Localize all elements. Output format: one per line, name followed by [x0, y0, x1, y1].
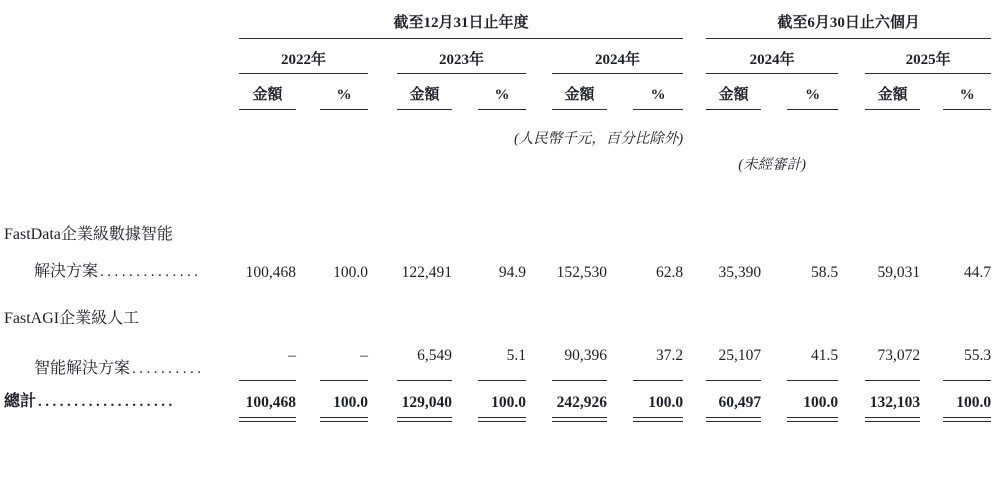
fastdata-row-label-line1: FastData企業級數據智能: [4, 226, 173, 244]
total-value: 100.0: [491, 393, 526, 411]
total-row-label: [4, 380, 239, 413]
year-header-2024-interim: 2024年: [706, 38, 838, 74]
fastdata-value: 152,530: [556, 263, 607, 281]
total-value: 100.0: [333, 393, 368, 411]
year-header-2025-interim: 2025年: [865, 38, 991, 74]
fastdata-value: 58.5: [810, 263, 839, 281]
fastagi-value: 25,107: [706, 330, 761, 381]
fastdata-value: 44.7: [963, 263, 992, 281]
double-rule: [478, 417, 526, 422]
fastagi-value: 5.1: [478, 330, 526, 381]
group-header-interim: 截至6月30日止六個月: [706, 0, 991, 38]
total-value: 60,497: [718, 393, 762, 411]
percent-column-header: %: [478, 74, 526, 110]
total-value: 100.0: [803, 393, 839, 411]
fastdata-value: 100,468: [245, 263, 296, 281]
table-row: [4, 283, 991, 330]
year-header-2024: 2024年: [552, 38, 683, 74]
amount-column-header: 金額: [865, 74, 920, 110]
total-value: 132,103: [869, 393, 921, 411]
revenue-breakdown-table: [4, 0, 991, 422]
fastdata-value: 122,491: [401, 263, 452, 281]
fastdata-value: 62.8: [655, 263, 684, 281]
table-row: [4, 330, 991, 381]
double-rule: [397, 417, 452, 422]
fastdata-value: 100.0: [333, 263, 368, 281]
percent-column-header: %: [320, 74, 368, 110]
group-header-annual: 截至12月31日止年度: [239, 0, 683, 38]
leader-dots: ..............: [100, 263, 202, 280]
double-rule-row: [4, 413, 991, 422]
total-label-text: 總計: [4, 393, 37, 411]
fastagi-label-text: 智能解決方案: [34, 360, 131, 378]
percent-column-header: %: [787, 74, 838, 110]
double-rule: [706, 417, 761, 422]
table-row: [4, 175, 991, 246]
fastdata-value: 59,031: [877, 263, 921, 281]
year-header-2023: 2023年: [397, 38, 526, 74]
unaudited-note: (未經審計): [738, 157, 806, 174]
fastdata-row-label-line2: [4, 246, 239, 283]
fastagi-value: 90,396: [552, 330, 607, 381]
total-row: [4, 380, 991, 413]
fastdata-label-text: 解決方案: [34, 262, 99, 280]
percent-column-header: %: [943, 74, 991, 110]
currency-note: (人民幣千元，百分比除外): [513, 130, 684, 147]
double-rule: [552, 417, 607, 422]
double-rule: [865, 417, 920, 422]
fastagi-value: –: [239, 330, 296, 381]
amount-column-header: 金額: [552, 74, 607, 110]
leader-dots: ...................: [38, 394, 176, 411]
amount-column-header: 金額: [706, 74, 761, 110]
unaudited-note-row: [4, 148, 991, 175]
fastagi-row-label-line2: [4, 330, 239, 381]
fastagi-value: 37.2: [633, 330, 683, 381]
double-rule: [633, 417, 683, 422]
total-value: 100.0: [648, 393, 684, 411]
column-header-row: [4, 74, 991, 110]
section-gap: [683, 0, 706, 38]
amount-column-header: 金額: [239, 74, 296, 110]
label-column-spacer: [4, 0, 239, 38]
total-value: 100.0: [956, 393, 992, 411]
double-rule: [320, 417, 368, 422]
amount-column-header: 金額: [397, 74, 452, 110]
fastagi-value: 6,549: [397, 330, 452, 381]
leader-dots: ..........: [132, 361, 205, 378]
double-rule: [239, 417, 296, 422]
percent-column-header: %: [633, 74, 683, 110]
group-header-row: [4, 0, 991, 38]
fastagi-value: 55.3: [943, 330, 991, 381]
double-rule: [943, 417, 991, 422]
total-value: 129,040: [401, 393, 452, 411]
fastagi-value: 41.5: [787, 330, 838, 381]
table-row: [4, 246, 991, 283]
year-header-2022: 2022年: [239, 38, 368, 74]
fastdata-value: 94.9: [498, 263, 526, 281]
total-value: 100,468: [245, 393, 296, 411]
currency-note-row: [4, 109, 991, 148]
year-header-row: [4, 38, 991, 74]
fastdata-value: 35,390: [718, 263, 762, 281]
fastagi-value: –: [320, 330, 368, 381]
double-rule: [787, 417, 838, 422]
fastagi-row-label-line1: FastAGI企業級人工: [4, 309, 140, 327]
total-value: 242,926: [556, 393, 607, 411]
fastagi-value: 73,072: [865, 330, 920, 381]
